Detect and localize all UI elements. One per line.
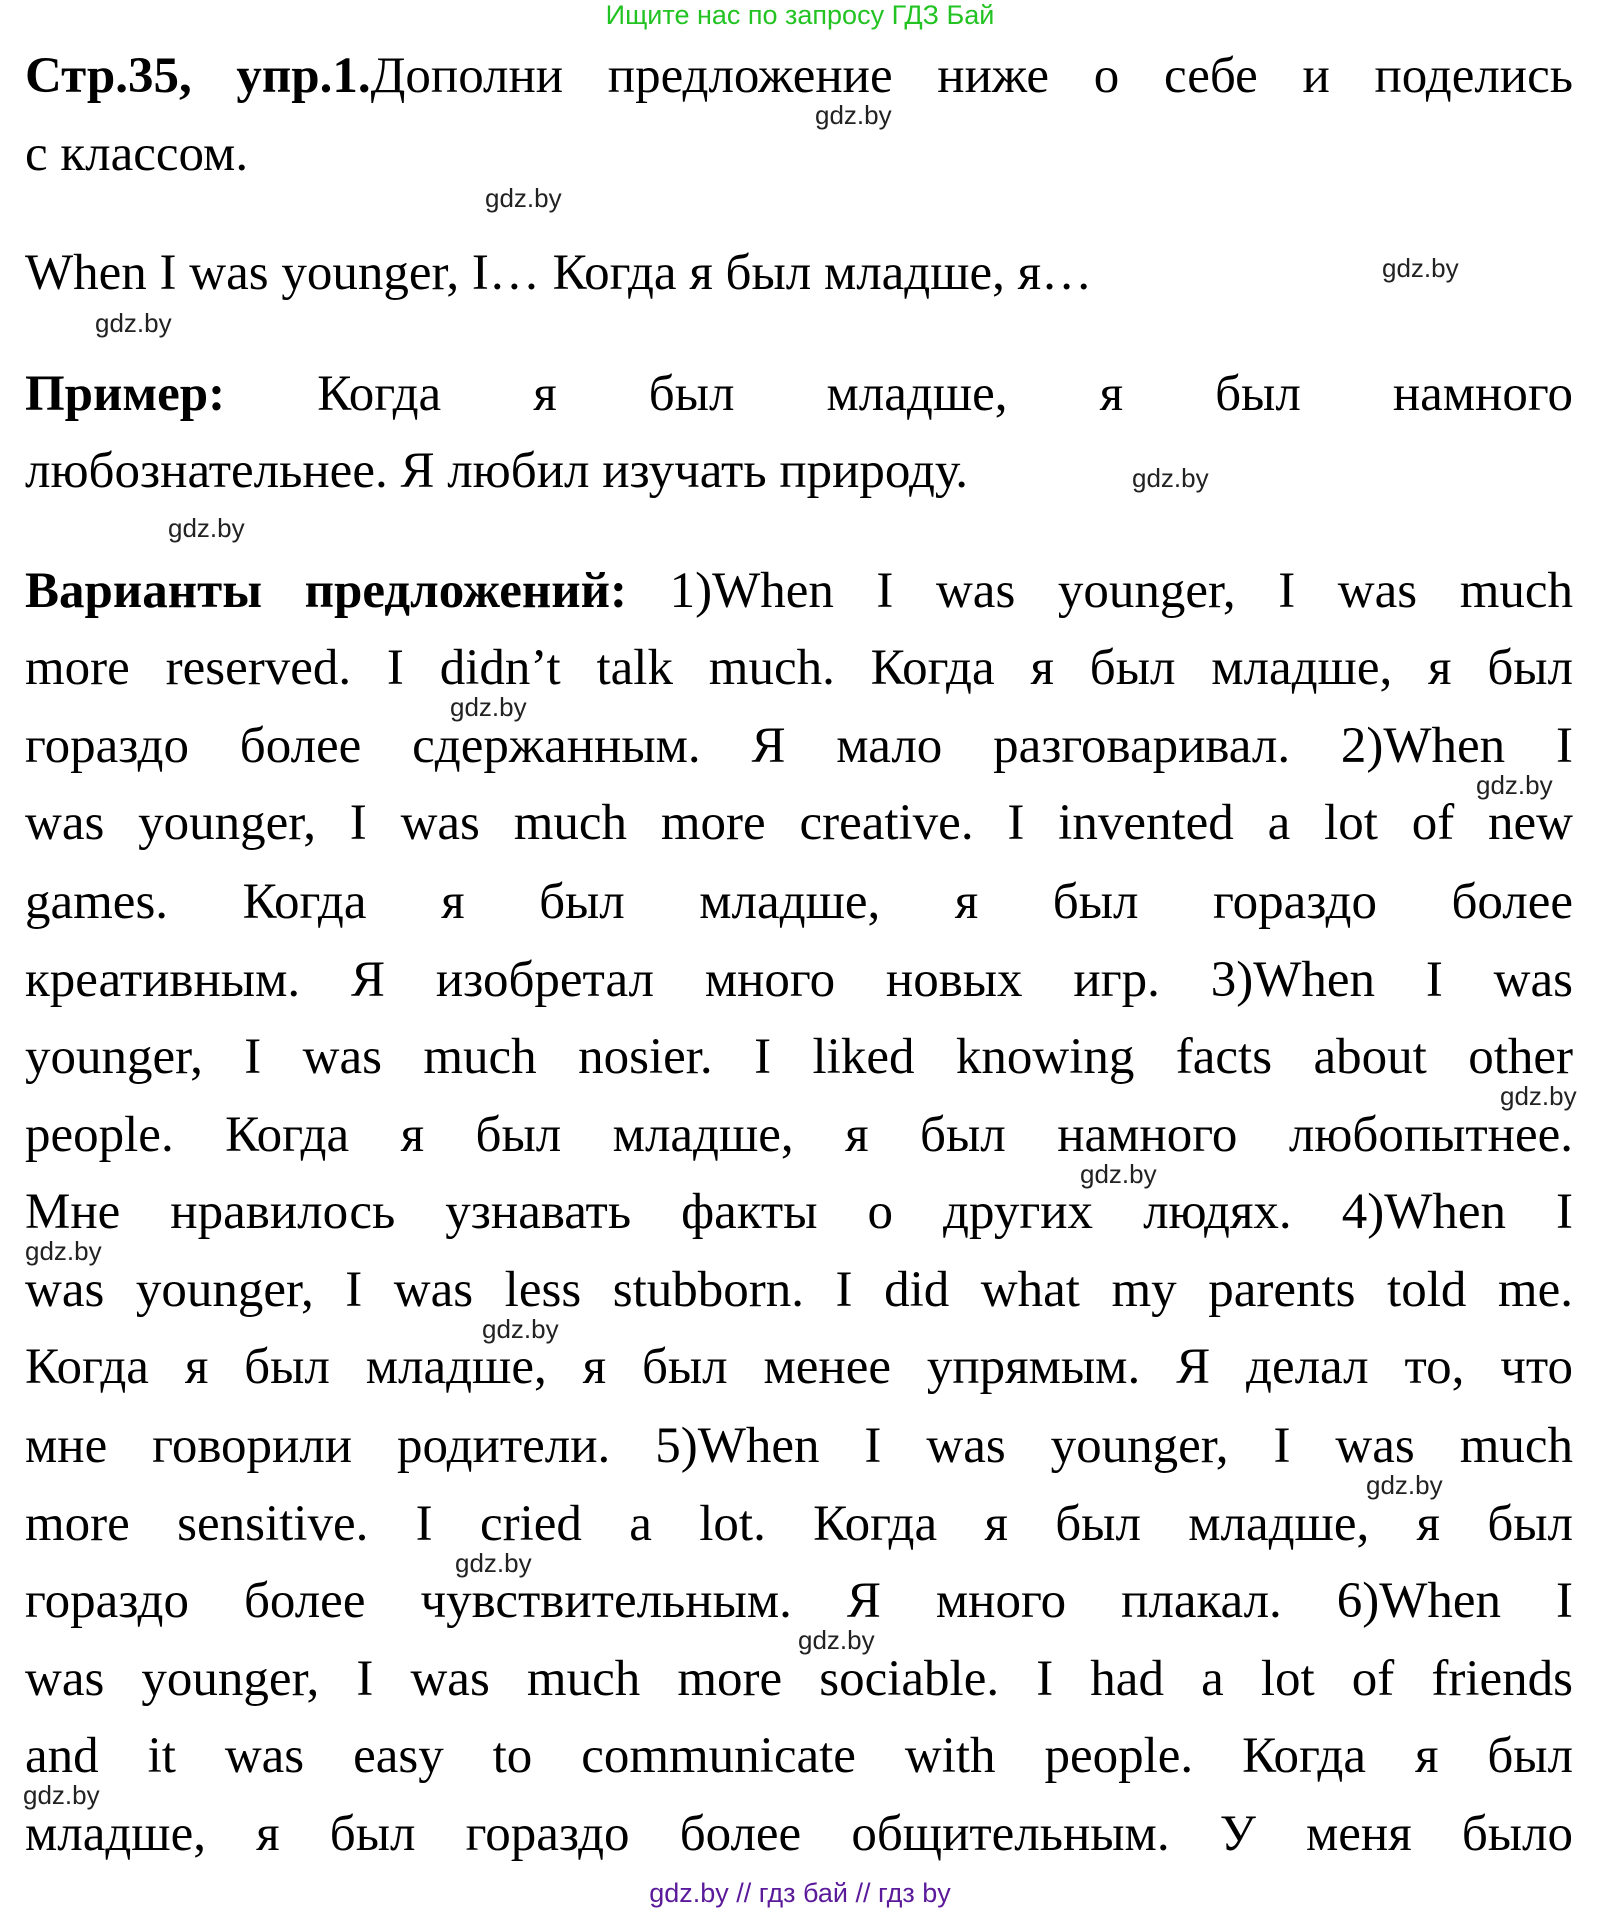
line-text: and it was easy to communicate with people. Когда я был	[25, 1728, 1573, 1784]
text-line	[25, 445, 1573, 497]
text-line	[25, 50, 1573, 102]
line-text: Дополни предложение ниже о себе и поделись	[370, 48, 1573, 104]
line-text: Когда я был младше, я был намного	[225, 366, 1573, 422]
gdz-watermark: gdz.by	[95, 308, 172, 338]
bold-label: Стр.35, упр.1.	[25, 48, 371, 104]
text-line	[25, 797, 1573, 849]
line-text: was younger, I was much more sociable. I had a lot of friends	[25, 1651, 1573, 1707]
line-text: 1)When I was younger, I was much	[627, 563, 1573, 619]
text-line	[25, 565, 1573, 617]
line-text: креативным. Я изобретал много новых игр. 3)When I was	[25, 952, 1573, 1008]
text-line	[25, 876, 1573, 928]
text-line	[25, 1341, 1573, 1393]
text-line	[25, 1808, 1573, 1860]
line-text: мне говорили родители. 5)When I was younger, I was much	[25, 1418, 1573, 1474]
line-text: гораздо более чувствительным. Я много плакал. 6)When I	[25, 1573, 1573, 1629]
gdz-watermark: gdz.by	[1132, 463, 1209, 493]
gdz-watermark: gdz.by	[1080, 1159, 1157, 1189]
text-line	[25, 1730, 1573, 1782]
gdz-watermark: gdz.by	[25, 1236, 102, 1266]
gdz-watermark: gdz.by	[482, 1314, 559, 1344]
gdz-watermark: gdz.by	[450, 692, 527, 722]
footer-watermark: gdz.by // гдз бай // гдз by	[649, 1878, 951, 1908]
text-line	[25, 247, 1573, 299]
line-text: games. Когда я был младше, я был гораздо более	[25, 874, 1573, 930]
gdz-watermark: gdz.by	[168, 513, 245, 543]
text-line	[25, 368, 1573, 420]
line-text: When I was younger, I… Когда я был младше, я…	[25, 245, 1093, 301]
text-line	[25, 1498, 1573, 1550]
line-text: was younger, I was much more creative. I invented a lot of new	[25, 795, 1573, 851]
gdz-watermark: gdz.by	[1366, 1470, 1443, 1500]
gdz-watermark: gdz.by	[815, 100, 892, 130]
gdz-watermark: gdz.by	[1476, 770, 1553, 800]
text-line	[25, 1420, 1573, 1472]
line-text: гораздо более сдержанным. Я мало разговаривал. 2)When I	[25, 718, 1573, 774]
text-line	[25, 1653, 1573, 1705]
text-line	[25, 642, 1573, 694]
line-text: младше, я был гораздо более общительным. У меня было	[25, 1806, 1573, 1862]
gdz-watermark: gdz.by	[1382, 253, 1459, 283]
line-text: с классом.	[25, 126, 249, 182]
line-text: Когда я был младше, я был менее упрямым. Я делал то, что	[25, 1339, 1573, 1395]
line-text: more reserved. I didn’t talk much. Когда я был младше, я был	[25, 640, 1573, 696]
text-line	[25, 720, 1573, 772]
text-line	[25, 1575, 1573, 1627]
gdz-watermark: gdz.by	[798, 1625, 875, 1655]
text-line	[25, 1031, 1573, 1083]
line-text: people. Когда я был младше, я был намного любопытнее.	[25, 1107, 1573, 1163]
text-line	[25, 954, 1573, 1006]
line-text: younger, I was much nosier. I liked knowing facts about other	[25, 1029, 1573, 1085]
text-line	[25, 1186, 1573, 1238]
line-text: was younger, I was less stubborn. I did what my parents told me.	[25, 1262, 1573, 1318]
line-text: любознательнее. Я любил изучать природу.	[25, 443, 969, 499]
search-hint-banner: Ищите нас по запросу ГДЗ Бай	[605, 0, 995, 30]
text-line	[25, 128, 1573, 180]
gdz-watermark: gdz.by	[1500, 1081, 1577, 1111]
line-text: more sensitive. I cried a lot. Когда я был младше, я был	[25, 1496, 1573, 1552]
text-line	[25, 1264, 1573, 1316]
gdz-watermark: gdz.by	[455, 1548, 532, 1578]
text-line	[25, 1109, 1573, 1161]
bold-label: Варианты предложений:	[25, 563, 628, 619]
gdz-watermark: gdz.by	[485, 183, 562, 213]
line-text: Мне нравилось узнавать факты о других людях. 4)When I	[25, 1184, 1573, 1240]
bold-label: Пример:	[25, 366, 226, 422]
gdz-watermark: gdz.by	[23, 1780, 100, 1810]
